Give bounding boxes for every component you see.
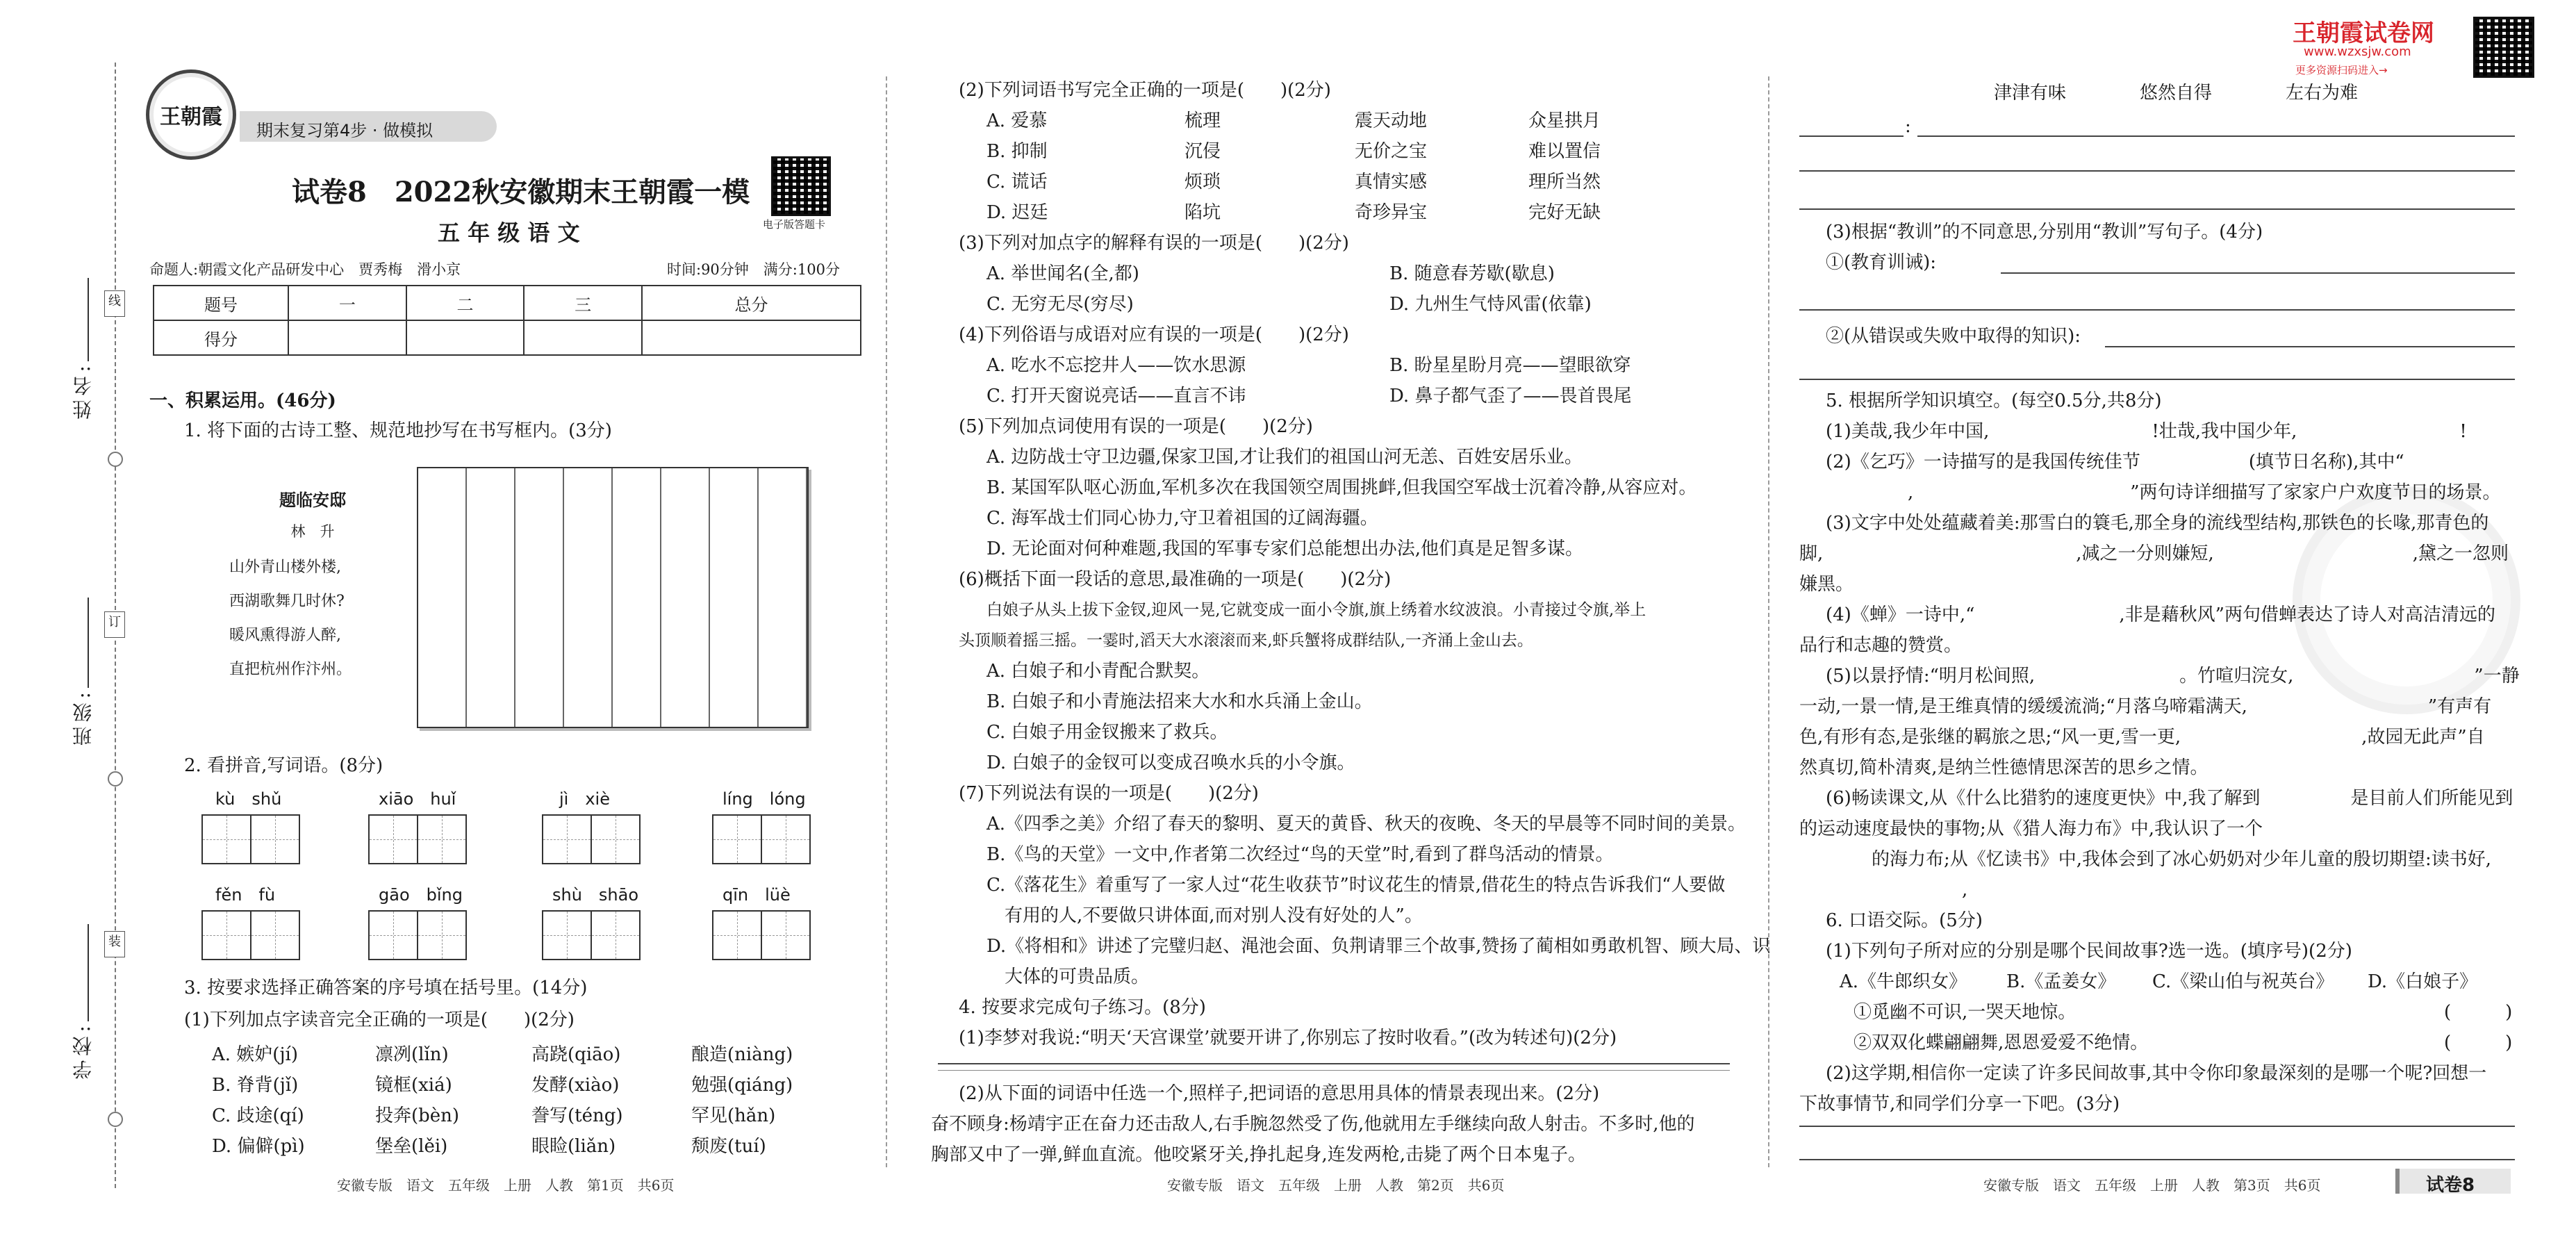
option-line: C.《落花生》着重写了一家人过“花生收获节”时议花生的情景,借花生的特点告诉我们“人要做 [986,875,1726,896]
question-5-3-cont: 嫌黑。 [1799,574,1854,595]
option-cell: 梳理 [1184,110,1221,131]
question-5-6-cont: 的运动速度最快的事物;从《猎人海力布》中,我认识了一个 [1799,818,2263,839]
option-row [959,258,1737,289]
option-cell: 理所当然 [1528,172,1601,192]
option-cell: B.《孟姜女》 [2006,971,2116,992]
question-5-3-cont: 脚, ,减之一分则嫌短, ,黛之一忽则 [1799,543,2509,564]
option-cell: 陷坑 [1184,202,1221,223]
option-row [212,1101,793,1131]
option-cell: 完好无缺 [1528,202,1601,223]
page-divider [1768,76,1769,1167]
option-cell: 凛冽(lǐn) [375,1044,449,1065]
section-separator [938,1070,1730,1071]
section-1-heading: 一、积累运用。(46分) [149,390,336,411]
option-cell: 投奔(bèn) [375,1105,460,1126]
option-cell: 堡垒(lěi) [375,1136,448,1157]
question-5-5-cont: 一动,一景一情,是王维真情的缓缓流淌;“月落乌啼霜满天, ”有声有 [1799,696,2492,717]
passage-line: 白娘子从头上拔下金钗,迎风一晃,它就变成一面小令旗,旗上绣着水纹波浪。小青接过令旗,举上 [986,601,1646,619]
answer-grid[interactable] [712,814,809,864]
exam-title: 试卷8 2022秋安徽期末王朝霞一模 [292,176,750,208]
question-4-2: (2)从下面的词语中任选一个,照样子,把词语的意思用具体的情景表现出来。(2分) [959,1083,1600,1104]
brand-logo [146,69,236,160]
word-choice: 津津有味 [1994,83,2067,104]
option-row [959,381,1737,411]
pinyin-label: kù shǔ [215,789,282,809]
writing-box[interactable] [417,467,809,728]
question-5-1: (1)美哉,我少年中国, !壮哉,我中国少年, ! [1826,421,2467,442]
question-4-3: (3)根据“教训”的不同意思,分别用“教训”写句子。(4分) [1826,222,2263,242]
answer-line[interactable] [1917,135,2515,137]
option-row [959,289,1737,320]
option-cell: 高跷(qiāo) [531,1044,621,1065]
question-5-5-cont: 色,有形有态,是张继的羁旅之思;“风一更,雪一更, ,故园无此声”自 [1799,727,2485,748]
option-line: B.《鸟的天堂》一文中,作者第二次经过“鸟的天堂”时,看到了群鸟活动的情景。 [986,844,1614,865]
score-row-label: 得分 [154,320,288,355]
option-row [959,197,1737,228]
pinyin-label: líng lóng [723,789,806,809]
answer-paren[interactable]: ( ) [2444,1002,2513,1023]
question-4-3-b: ②(从错误或失败中取得的知识): [1826,326,2081,347]
option-cell: 酿造(niàng) [691,1044,793,1065]
answer-grid[interactable] [201,910,299,960]
option-cell: D. 迟廷 [986,202,1048,223]
question-5-2-cont: , ”两句诗详细描写了家家户户欢度节日的场景。 [1799,482,2501,503]
option-cell: 难以置信 [1528,141,1601,162]
option-cell: D. 偏僻(pì) [212,1136,305,1157]
answer-line[interactable] [1799,1159,2515,1160]
option-row [959,106,1737,136]
question-6-2: (2)这学期,相信你一定读了许多民间故事,其中令你印象最深刻的是哪一个呢?回想一 [1826,1063,2487,1084]
school-label: 学校: [72,1021,94,1080]
exam-subtitle: 五 年 级 语 文 [438,220,580,246]
option-cell: 颓废(tuí) [691,1136,766,1157]
answer-line[interactable] [1799,379,2515,380]
brand-url: www.wzxsjw.com [2304,44,2411,59]
option-cell: A. 吃水不忘挖井人——饮水思源 [986,355,1246,376]
exam-authors: 命题人:朝霞文化产品研发中心 贾秀梅 滑小京 [149,261,461,278]
exam-tag-text: 试卷8 [2426,1175,2475,1196]
option-cell: 誊写(téng) [531,1105,623,1126]
option-cell: 烦琐 [1184,172,1221,192]
option-line: 有用的人,不要做只讲体面,而对别人没有好处的人”。 [986,905,1423,926]
option-line: D. 白娘子的金钗可以变成召唤水兵的小令旗。 [986,752,1355,773]
question-3-7: (7)下列说法有误的一项是( )(2分) [959,783,1259,804]
pinyin-label: gāo bǐng [379,885,463,905]
option-cell: 震天动地 [1355,110,1428,131]
question-1: 1. 将下面的古诗工整、规范地抄写在书写框内。(3分) [184,420,612,441]
question-5-4-cont: 品行和志趣的赞赏。 [1799,635,1963,656]
option-cell: C. 无穷无尽(穷尽) [986,294,1134,315]
circle-mark [108,1112,123,1127]
score-table-header: 二 [406,286,525,320]
question-3-3: (3)下列对加点字的解释有误的一项是( )(2分) [959,233,1349,254]
question-3-6: (6)概括下面一段话的意思,最准确的一项是( )(2分) [959,569,1392,590]
match-item: ②双双化蝶翩翩舞,恩恩爱爱不绝情。 [1853,1032,2149,1053]
option-cell: 奇珍异宝 [1355,202,1428,223]
answer-grid[interactable] [201,814,299,864]
option-line: 大体的可贵品质。 [986,966,1150,987]
question-3-5: (5)下列加点词使用有误的一项是( )(2分) [959,416,1313,437]
option-line: D.《将相和》讲述了完璧归赵、渑池会面、负荆请罪三个故事,赞扬了蔺相如勇敢机智、顾大局、识 [986,936,1771,957]
poem-line: 山外青山楼外楼, [229,559,341,576]
question-5-5: (5)以景抒情:“明月松间照, 。竹喧归浣女, ”一静 [1826,666,2520,686]
question-5-6-cont: 的海力布;从《忆读书》中,我体会到了冰心奶奶对少年儿童的殷切期望:读书好, [1799,849,2492,870]
option-line: C. 白娘子用金钗搬来了救兵。 [986,722,1228,743]
answer-line[interactable] [2001,272,2515,274]
option-row [959,167,1737,197]
pinyin-label: qīn lüè [723,885,791,905]
question-6: 6. 口语交际。(5分) [1826,910,1983,931]
option-cell: C. 谎话 [986,172,1048,192]
poem-line: 直把杭州作汴州。 [229,661,352,678]
option-cell: C. 打开天窗说亮话——直言不讳 [986,386,1246,406]
score-cell[interactable] [288,320,406,355]
question-5-6: (6)畅读课文,从《什么比猎豹的速度更快》中,我了解到 是目前人们所能见到 [1826,788,2513,809]
q3-1-options [212,1039,793,1162]
question-2: 2. 看拼音,写词语。(8分) [184,755,383,776]
question-6-1: (1)下列句子所对应的分别是哪个民间故事?选一选。(填序号)(2分) [1826,941,2352,962]
page-1-footer: 安徽专版 语文 五年级 上册 人教 第1页 共6页 [337,1177,675,1194]
step-banner-text: 期末复习第4步 · 做模拟 [256,121,434,140]
page-divider [886,76,887,1167]
score-table [153,285,861,356]
answer-grid[interactable] [542,814,639,864]
answer-sheet-qr-code[interactable] [771,156,831,216]
option-line: A.《四季之美》介绍了春天的黎明、夏天的黄昏、秋天的夜晚、冬天的早晨等不同时间的美景。 [986,814,1747,834]
option-cell: 发酵(xiào) [531,1075,620,1096]
colon-mark: : [1905,116,1911,137]
match-item: ①觅幽不可识,一哭天地惊。 [1853,1002,2077,1023]
qr-label: 电子版答题卡 [763,218,826,231]
answer-grid[interactable] [368,910,465,960]
poem-line: 西湖歌舞几时休? [229,593,345,610]
example-line: 奋不顾身:杨靖宇正在奋力还击敌人,右手腕忽然受了伤,他就用左手继续向敌人射击。不多时,他的 [931,1114,1695,1135]
question-5-5-cont: 然真切,简朴清爽,是纳兰性德情思深苦的思乡之情。 [1799,757,2208,778]
option-cell: C.《梁山伯与祝英台》 [2152,971,2334,992]
word-choice: 左右为难 [2286,83,2359,104]
option-cell: 沉侵 [1184,141,1221,162]
option-cell: B. 随意春芳歇(歇息) [1389,263,1555,284]
circle-mark [108,452,123,467]
question-4-3-a: ①(教育训诫): [1826,252,1937,273]
option-cell: C. 歧途(qí) [212,1105,304,1126]
brand-qr-code[interactable] [2473,17,2534,78]
sidebar-mark-3: 装 [104,931,125,957]
score-table-header: 一 [288,286,406,320]
class-field[interactable] [88,598,89,688]
option-line: C. 海军战士们同心协力,守卫着祖国的辽阔海疆。 [986,508,1378,529]
pinyin-label: fěn fù [215,885,276,905]
option-cell: 众星拱月 [1528,110,1601,131]
option-cell: D.《白娘子》 [2368,971,2478,992]
question-6-2-cont: 下故事情节,和同学们分享一下吧。(3分) [1799,1094,2120,1114]
question-5-6-cont: , [1799,880,1968,900]
option-cell: D. 鼻子都气歪了——畏首畏尾 [1389,386,1632,406]
question-5-4: (4)《蝉》一诗中,“ ,非是藉秋风”两句借蝉表达了诗人对高洁清远的 [1826,604,2495,625]
question-3-1: (1)下列加点字读音完全正确的一项是( )(2分) [184,1010,575,1030]
answer-grid[interactable] [368,814,465,864]
option-line: A. 白娘子和小青配合默契。 [986,661,1210,682]
option-cell: A. 嫉妒(jí) [212,1044,298,1065]
option-cell: 真情实感 [1355,172,1428,192]
word-choice: 悠然自得 [2140,83,2213,104]
answer-line[interactable] [938,1063,1730,1064]
score-table-header-row [154,286,861,320]
question-5-2: (2)《乞巧》一诗描写的是我国传统佳节 (填节日名称),其中“ [1826,452,2404,472]
option-cell: B. 脊背(jǐ) [212,1075,299,1096]
option-line: B. 某国军队呕心沥血,军机多次在我国领空周围挑衅,但我国空军战士沉着冷静,从容应对。 [986,477,1697,498]
option-cell: 眼睑(liǎn) [531,1136,616,1157]
brand-scan-hint: 更多资源扫码进入→ [2295,64,2388,76]
option-row [1799,966,2522,997]
poem-block [229,486,396,679]
name-field[interactable] [88,278,89,361]
circle-mark [108,771,123,787]
option-cell: B. 盼星星盼月亮——望眼欲穿 [1389,355,1631,376]
answer-line[interactable] [1799,170,2515,172]
pinyin-label: jì xiè [559,789,610,809]
answer-line[interactable] [1799,135,1904,137]
question-5: 5. 根据所学知识填空。(每空0.5分,共8分) [1826,390,2162,411]
score-table-header: 三 [524,286,642,320]
option-cell: B. 抑制 [986,141,1048,162]
answer-grid[interactable] [542,910,639,960]
score-table-header: 题号 [154,286,288,320]
poem-title: 题临安邸 [279,491,346,510]
poem-line: 暖风熏得游人醉, [229,627,341,644]
poem-author: 林 升 [290,523,335,540]
option-cell: A. 爱慕 [986,110,1048,131]
option-cell: 无价之宝 [1355,141,1428,162]
score-table-row [154,320,861,355]
match-row [1799,997,2522,1028]
score-cell[interactable] [524,320,642,355]
class-label: 班级: [72,688,94,746]
pinyin-label: xiāo huǐ [379,789,456,809]
sidebar-mark-2: 订 [104,611,125,638]
exam-time-score: 时间:90分钟 满分:100分 [667,261,840,278]
step-banner [240,111,497,142]
option-row [959,136,1737,167]
brand-name: 王朝霞试卷网 [2293,19,2434,47]
option-row [959,350,1737,381]
example-line: 胸部又中了一弹,鲜血直流。他咬紧牙关,挣扎起身,连发两枪,击毙了两个日本鬼子。 [931,1144,1587,1165]
name-label: 姓名: [72,361,94,420]
sidebar-mark-1: 线 [104,290,125,317]
option-row [212,1039,793,1070]
page-3-footer: 安徽专版 语文 五年级 上册 人教 第3页 共6页 [1983,1177,2321,1194]
score-table-header: 总分 [642,286,861,320]
question-3-4: (4)下列俗语与成语对应有误的一项是( )(2分) [959,324,1349,345]
answer-line[interactable] [1799,309,2515,311]
page-2-footer: 安徽专版 语文 五年级 上册 人教 第2页 共6页 [1167,1177,1505,1194]
watermark-seal-icon [2293,486,2520,714]
pinyin-label: shù shāo [552,885,639,905]
answer-line[interactable] [1799,208,2515,210]
question-5-3: (3)文字中处处蕴藏着美:那雪白的簑毛,那全身的流线型结构,那铁色的长喙,那青色的 [1826,513,2489,534]
answer-paren[interactable]: ( ) [2444,1032,2513,1053]
score-cell[interactable] [642,320,861,355]
option-line: D. 无论面对何种难题,我国的军事专家们总能想出办法,他们真是足智多谋。 [986,538,1583,559]
exam-tag-badge [2395,1169,2511,1194]
answer-line[interactable] [1799,1126,2515,1127]
question-4: 4. 按要求完成句子练习。(8分) [959,997,1206,1018]
option-cell: 镜框(xiá) [375,1075,452,1096]
option-line: A. 边防战士守卫边疆,保家卫国,才让我们的祖国山河无恙、百姓安居乐业。 [986,447,1583,468]
option-cell: A.《牛郎织女》 [1840,971,1967,992]
option-line: B. 白娘子和小青施法招来大水和水兵涌上金山。 [986,691,1373,712]
option-cell: D. 九州生气恃风雷(依靠) [1389,294,1592,315]
option-cell: 勉强(qiáng) [691,1075,793,1096]
brand-logo-text: 王朝霞 [160,105,222,129]
question-3-2: (2)下列词语书写完全正确的一项是( )(2分) [959,80,1331,101]
passage-line: 头顶顺着摇三摇。一霎时,滔天大水滚滚而来,虾兵蟹将成群结队,一齐涌上金山去。 [959,632,1533,650]
word-choices [1994,78,2358,108]
page-2-content [959,75,1771,1053]
school-field[interactable] [88,924,89,1021]
question-4-1: (1)李梦对我说:“明天‘天宫课堂’就要开讲了,你别忘了按时收看。”(改为转述句)(2分) [959,1028,1617,1048]
option-row [212,1131,793,1162]
option-cell: 罕见(hǎn) [691,1105,776,1126]
answer-grid[interactable] [712,910,809,960]
match-row [1799,1028,2522,1058]
option-row [212,1070,793,1101]
option-cell: A. 举世闻名(全,都) [986,263,1139,284]
question-3: 3. 按要求选择正确答案的序号填在括号里。(14分) [184,978,588,998]
score-cell[interactable] [406,320,525,355]
answer-line[interactable] [2105,346,2515,347]
